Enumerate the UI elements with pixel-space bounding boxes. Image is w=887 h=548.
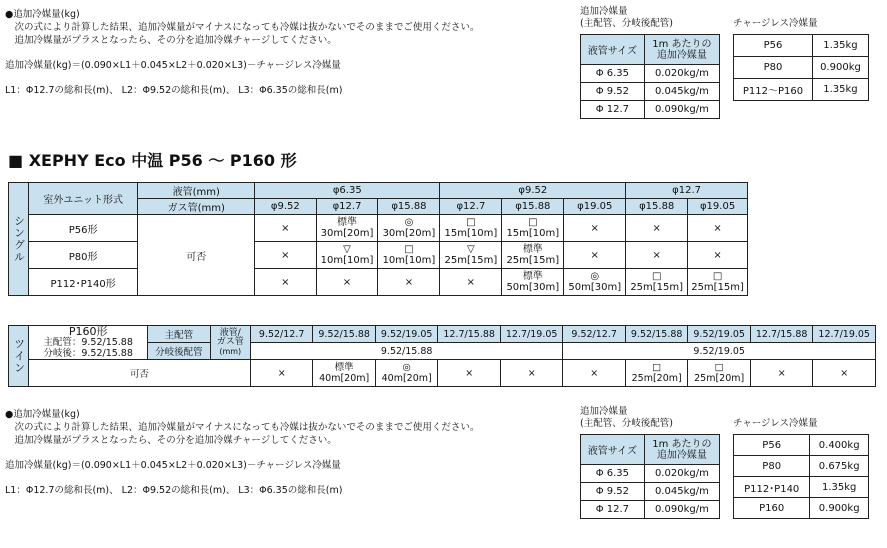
gas-size-header: φ19.05 [564,199,626,215]
compat-cell: □ 25m[15m] [688,269,748,296]
liquid-group-header: φ9.52 [440,183,626,199]
compat-cell: × [563,360,626,387]
availability-label: 可否 [29,360,251,387]
note-formula: 追加冷媒量(kg)＝(0.090×L1＋0.045×L2＋0.020×L3)－チャージレス冷媒量 [5,460,341,471]
header-per-meter: 1m あたりの 追加冷媒量 [644,435,719,465]
compat-cell: × [438,360,501,387]
section-title: ■ XEPHY Eco 中温 P56 ～ P160 形 [8,151,297,170]
cell: 0.045kg/m [644,83,719,101]
gas-size-header: φ12.7 [316,199,378,215]
note-heading: ●追加冷媒量(kg) [5,409,80,420]
refrigerant-note-bottom [5,408,479,497]
compat-cell: × [688,242,748,269]
compat-cell: × [316,269,378,296]
note-line: 追加冷媒量がプラスとなったら、その分を追加冷媒チャージしてください。 [5,35,337,46]
add-table-caption [580,6,673,30]
caption-line: (主配管、分岐後配管) [580,18,673,29]
cell: 0.020kg/m [644,465,719,483]
branch-pipe-header: 分岐後配管 [148,343,211,360]
gas-size-header: φ12.7 [440,199,502,215]
compat-cell: × [440,269,502,296]
cell: P112･P140 [734,477,810,498]
main-size-header: 9.52/19.05 [688,326,751,343]
main-size-header: 9.52/12.7 [563,326,626,343]
compat-cell: □ 15m[10m] [502,215,564,242]
availability-label: 可否 [138,215,255,296]
pipe-size-header: 液管/ ガス管 (mm) [210,326,250,360]
compat-cell: × [688,215,748,242]
cell: Φ 12.7 [581,101,645,119]
cell: 0.400kg [810,435,869,456]
compat-cell: × [378,269,440,296]
chargeless-table-bottom [733,434,869,519]
compat-cell: ▽ 10m[10m] [316,242,378,269]
main-size-header: 9.52/15.88 [625,326,688,343]
branch-size-group: 9.52/15.88 [250,343,563,360]
cell: 0.900kg [812,57,868,79]
compat-cell: × [250,360,313,387]
main-size-header: 9.52/12.7 [250,326,313,343]
note-line: 次の式により計算した結果、追加冷媒量がマイナスになっても冷媒は抜かないでそのままでご使用ください。 [5,22,480,33]
compat-cell: × [564,242,626,269]
cell: Φ 9.52 [581,483,645,501]
add-table-caption [580,406,673,430]
caption-line: 追加冷媒量 [580,6,628,17]
cell: 0.045kg/m [644,483,719,501]
compat-cell: □ 25m[15m] [626,269,688,296]
caption-line: 追加冷媒量 [580,406,628,417]
cell: P112～P160 [734,79,813,101]
main-size-header: 12.7/19.05 [813,326,876,343]
compat-cell: ◎ 50m[30m] [564,269,626,296]
model-cell: P56形 [28,215,137,242]
compat-cell: ◎ 30m[20m] [378,215,440,242]
chargeless-caption: チャージレス冷媒量 [733,418,818,429]
cell: Φ 6.35 [581,465,645,483]
cell: P80 [734,57,813,79]
main-size-header: 9.52/15.88 [313,326,376,343]
cell: 0.090kg/m [644,501,719,519]
twin-side-label: ツイン [9,326,29,387]
gas-pipe-header: ガス管(mm) [138,199,255,215]
note-legend: L1：Φ12.7の総和長(m)、 L2：Φ9.52の総和長(m)、 L3：Φ6.35の総和長(m) [5,85,343,96]
compat-cell: 標準 40m[20m] [313,360,376,387]
compat-cell: × [626,215,688,242]
compat-cell: × [813,360,876,387]
compat-cell: × [500,360,563,387]
note-legend: L1：Φ12.7の総和長(m)、 L2：Φ9.52の総和長(m)、 L3：Φ6.35の総和長(m) [5,485,343,496]
liquid-group-header: φ6.35 [255,183,440,199]
header-liquid-size: 液管サイズ [581,435,645,465]
branch-size-group: 9.52/19.05 [563,343,876,360]
compat-cell: ◎ 40m[20m] [375,360,438,387]
compat-cell: ▽ 25m[15m] [440,242,502,269]
compat-cell: × [564,215,626,242]
caption-line: (主配管、分岐後配管) [580,418,673,429]
note-formula: 追加冷媒量(kg)＝(0.090×L1＋0.045×L2＋0.020×L3)－チャージレス冷媒量 [5,60,341,71]
cell: 0.020kg/m [644,65,719,83]
cell: 0.675kg [810,456,869,477]
note-heading: ●追加冷媒量(kg) [5,9,80,20]
compat-cell: □ 10m[10m] [378,242,440,269]
liquid-group-header: φ12.7 [626,183,748,199]
twin-compatibility-table [8,325,876,387]
compat-cell: □ 15m[10m] [440,215,502,242]
cell: 1.35kg [812,35,868,57]
chargeless-table-top [733,34,869,101]
main-size-header: 12.7/19.05 [500,326,563,343]
compat-cell: × [255,269,316,296]
cell: P160 [734,498,810,519]
compat-cell: 標準 30m[20m] [316,215,378,242]
additional-refrigerant-table-bottom [580,434,720,519]
liquid-pipe-header: 液管(mm) [138,183,255,199]
cell: 0.090kg/m [644,101,719,119]
cell: 1.35kg [810,477,869,498]
cell: P80 [734,456,810,477]
main-pipe-header: 主配管 [148,326,211,343]
gas-size-header: φ15.88 [502,199,564,215]
chargeless-caption: チャージレス冷媒量 [733,18,818,29]
refrigerant-note-top [5,8,479,97]
compat-cell: 標準 25m[15m] [502,242,564,269]
cell: Φ 9.52 [581,83,645,101]
cell: 1.35kg [812,79,868,101]
single-side-label: シングル [9,183,29,296]
compat-cell: × [255,242,316,269]
gas-size-header: φ15.88 [378,199,440,215]
main-size-header: 9.52/19.05 [375,326,438,343]
gas-size-header: φ15.88 [626,199,688,215]
unit-type-header: 室外ユニット形式 [28,183,137,215]
note-line: 次の式により計算した結果、追加冷媒量がマイナスになっても冷媒は抜かないでそのままでご使用ください。 [5,422,480,433]
cell: 0.900kg [810,498,869,519]
cell: P56 [734,35,813,57]
cell: Φ 12.7 [581,501,645,519]
gas-size-header: φ9.52 [255,199,316,215]
main-size-header: 12.7/15.88 [750,326,813,343]
note-line: 追加冷媒量がプラスとなったら、その分を追加冷媒チャージしてください。 [5,435,337,446]
cell: Φ 6.35 [581,65,645,83]
compat-cell: × [255,215,316,242]
cell: P56 [734,435,810,456]
header-per-meter: 1m あたりの 追加冷媒量 [644,35,719,65]
gas-size-header: φ19.05 [688,199,748,215]
twin-model-cell: P160形 主配管：9.52/15.88 分岐後：9.52/15.88 [29,326,148,360]
single-compatibility-table [8,182,748,296]
compat-cell: × [750,360,813,387]
compat-cell: □ 25m[20m] [625,360,688,387]
header-liquid-size: 液管サイズ [581,35,645,65]
model-cell: P80形 [28,242,137,269]
compat-cell: × [626,242,688,269]
compat-cell: □ 25m[20m] [688,360,751,387]
additional-refrigerant-table-top [580,34,720,119]
main-size-header: 12.7/15.88 [438,326,501,343]
model-cell: P112･P140形 [28,269,137,296]
compat-cell: 標準 50m[30m] [502,269,564,296]
